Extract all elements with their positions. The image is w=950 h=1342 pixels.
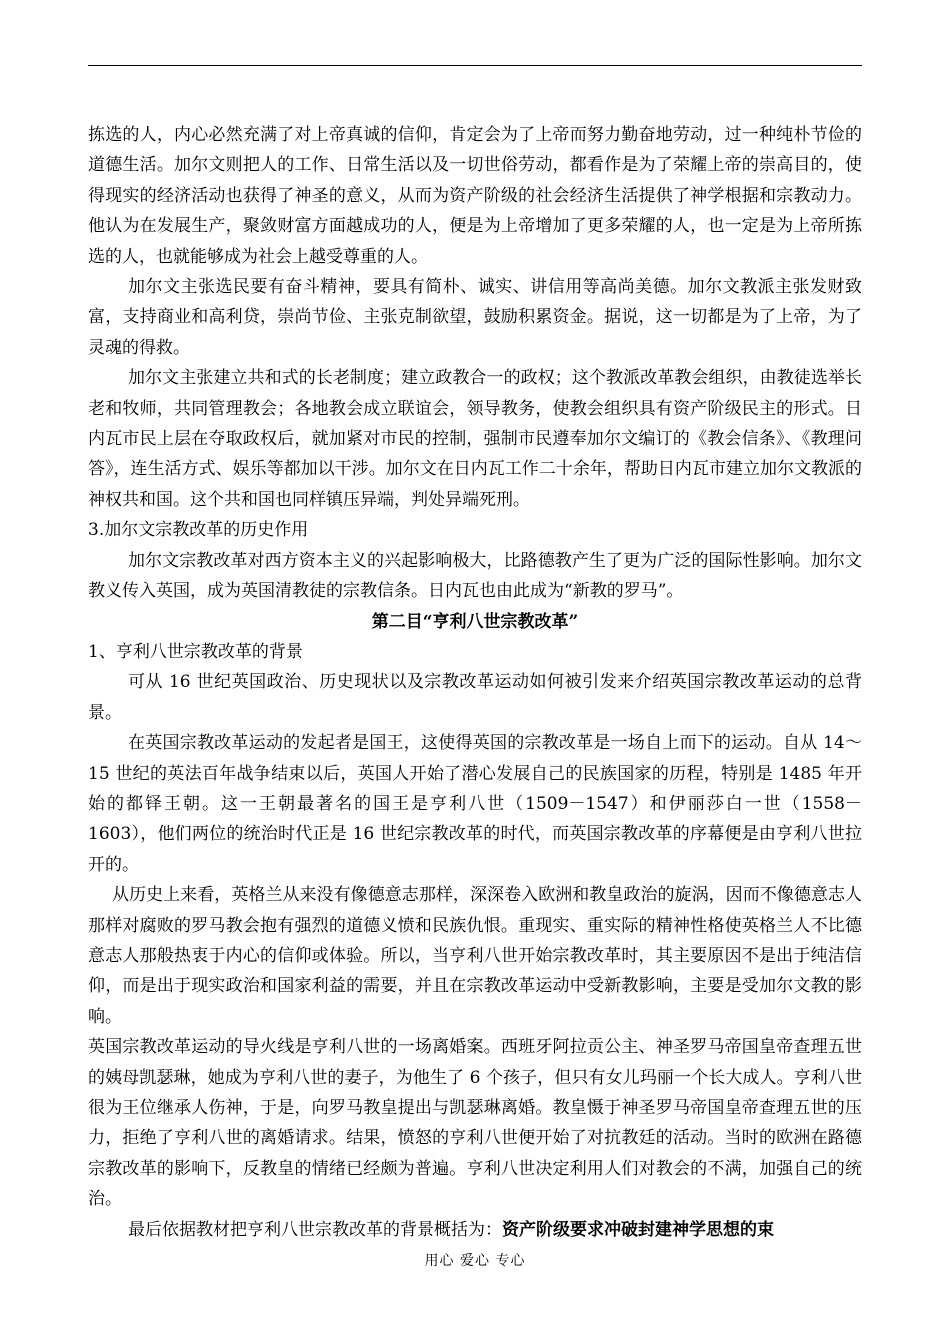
paragraph-summary — [88, 1215, 862, 1245]
paragraph-calvin-presbyterian: 加尔文主张建立共和式的长老制度；建立政教合一的政权；这个教派改革教会组织，由教徒选举长老和牧师，共同管理教会；各地教会成立联谊会，领导教务，使教会组织具有资产阶级民主的形式。日内瓦市民上层在夺取政权后，就加紧对市民的控制，强制市民遵奉加尔文编订的《教会信条》、《教理问答》，连生活方式、娱乐等都加以干涉。加尔文在日内瓦工作二十余年，帮助日内瓦市建立加尔文教派的神权共和国。这个共和国也同样镇压异端，判处异端死刑。 — [88, 368, 862, 510]
paragraph-henry-overview: 可从 16 世纪英国政治、历史现状以及宗教改革运动如何被引发来介绍英国宗教改革运动的总背景。 — [88, 672, 862, 723]
paragraph-henry-king-initiator: 在英国宗教改革运动的发起者是国王，这使得英国的宗教改革是一场自上而下的运动。自从 14～15 世纪的英法百年战争结束以后，英国人开始了潜心发展自己的民族国家的历程，特别是 1485 年开始的都铎王朝。这一王朝最著名的国王是亨利八世（1509－1547）和伊丽莎白一世（1558－1603），他们两位的统治时代正是 16 世纪宗教改革的时代，而英国宗教改革的序幕便是由亨利八世拉开的。 — [88, 733, 862, 875]
section-heading-henry-background: 1、亨利八世宗教改革的背景 — [88, 641, 303, 662]
paragraph-calvin-influence: 加尔文宗教改革对西方资本主义的兴起影响极大，比路德教产生了更为广泛的国际性影响。加尔文教义传入英国，成为英国清教徒的宗教信条。日内瓦也由此成为“新教的罗马”。 — [88, 550, 862, 602]
header-rule — [88, 65, 862, 66]
paragraph-calvin-elect: 拣选的人，内心必然充满了对上帝真诚的信仰，肯定会为了上帝而努力勤奋地劳动，过一种纯朴节俭的道德生活。加尔文则把人的工作、日常生活以及一切世俗劳动，都看作是为了荣耀上帝的崇高目的，使得现实的经济活动也获得了神圣的意义，从而为资产阶级的社会经济生活提供了神学根据和宗教动力。他认为在发展生产，聚敛财富方面越成功的人，便是为上帝增加了更多荣耀的人，也一定是为上帝所拣选的人，也就能够成为社会上越受尊重的人。 — [88, 125, 862, 267]
page-footer: 用心 爱心 专心 — [424, 1253, 526, 1269]
subsection-title-henry-viii: 第二目“亨利八世宗教改革” — [371, 611, 579, 632]
summary-lead-text: 最后依据教材把亨利八世宗教改革的背景概括为： — [128, 1219, 502, 1240]
paragraph-calvin-virtues: 加尔文主张选民要有奋斗精神，要具有简朴、诚实、讲信用等高尚美德。加尔文教派主张发财致富，支持商业和高利贷，崇尚节俭、主张克制欲望，鼓励积累资金。据说，这一切都是为了上帝，为了灵魂的得救。 — [88, 277, 862, 358]
paragraph-england-history: 从历史上来看，英格兰从来没有像德意志那样，深深卷入欧洲和教皇政治的旋涡，因而不像德意志人那样对腐败的罗马教会抱有强烈的道德义愤和民族仇恨。重现实、重实际的精神性格使英格兰人不比德意志人那般热衷于内心的信仰或体验。所以，当亨利八世开始宗教改革时，其主要原因不是出于纯洁信仰，而是出于现实政治和国家利益的需要，并且在宗教改革运动中受新教影响，主要是受加尔文教的影响。 — [88, 885, 862, 1027]
paragraph-divorce-trigger: 英国宗教改革运动的导火线是亨利八世的一场离婚案。西班牙阿拉贡公主、神圣罗马帝国皇帝查理五世的姨母凯瑟琳，她成为亨利八世的妻子，为他生了 6 个孩子，但只有女儿玛丽一个长大成人。亨利八世很为王位继承人伤神，于是，向罗马教皇提出与凯瑟琳离婚。教皇慑于神圣罗马帝国皇帝查理五世的压力，拒绝了亨利八世的离婚请求。结果，愤怒的亨利八世便开始了对抗教廷的活动。当时的欧洲在路德宗教改革的影响下，反教皇的情绪已经颇为普遍。亨利八世决定利用人们对教会的不满，加强自己的统治。 — [88, 1037, 862, 1210]
section-heading-calvin-role: 3.加尔文宗教改革的历史作用 — [88, 520, 309, 541]
document-body — [88, 120, 862, 1245]
summary-bold-text: 资产阶级要求冲破封建神学思想的束 — [502, 1219, 774, 1240]
